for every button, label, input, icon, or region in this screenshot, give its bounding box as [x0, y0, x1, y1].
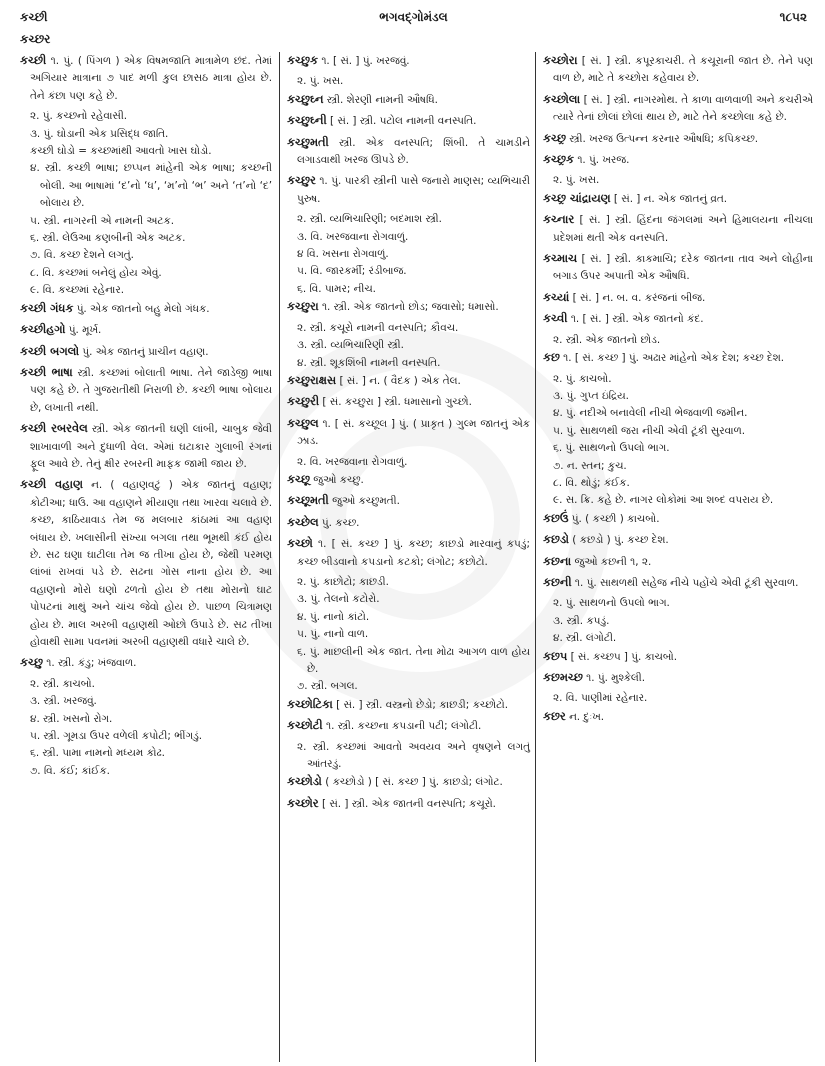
entry-sense: ૪. સ્ત્રી. શૂકશિંબી નામની વનસ્પતિ.	[297, 356, 441, 369]
entry-definition: ન. ( વહાણવટું ) એક જાતનું વહાણ; કોટીઆ; ધાઉ. આ વહાણને મીયાણા તથા ખારવા ચલાવે છે. કચ્છ, કાઠિયાવાડ તેમ જ મલબાર કાંઠામાં આ વહાણ બંધાય છે. ખલાસીની સંખ્યા બગલા તથા ભૂમથી કંઈ હોય છે. સઢ ઘણા ઘાટીલા તેમ જ તીખા હોય છે, જેથી પરમણ લાંબાં રાખવાં પડે છે. સઢના ગોસ નાના હોય છે. આ વહાણનો મોરો ઘણો ઢળતો હોય છે તથા મોરાનો ઘાટ પોપટનાં માથું અને ચાંચ જેવો હોય છે. પાછળ ચિત્રામણ હોય છે. માલ અરબી વહાણથી ઓછો ઉપાડે છે. સઢ તીખા હોવાથી સામા પવનમાં અરબી વહાણથી વધારે ચાલે છે.	[30, 479, 272, 648]
entry-headword: કછના	[543, 553, 572, 568]
entry-definition: ન. દુઃખ.	[569, 710, 605, 723]
entry-sense: ૩. પું. ગુપ્ત ઇંદ્રિય.	[553, 389, 629, 402]
entry-headword: કચ્છુરાક્ષસ	[287, 372, 337, 387]
entry-sense: ૪. પું. નદીએ બનાવેલી નીચી ભેજવાળી જમીન.	[553, 407, 748, 420]
entry-sense: ૬. પું. માછલીની એક જાત. તેના મોઢા આગળ વાળ હોય છે.	[297, 645, 530, 675]
dictionary-entry	[287, 717, 530, 735]
entry-sense: ૫. પું. સાથળથી જરા નીચી એવી ટૂંકી સુરવાળ.	[553, 424, 745, 437]
entry-definition: [ સં. કચ્છુરા ] સ્ત્રી. ધમાસાનો ગુચ્છો.	[322, 396, 472, 409]
dictionary-entry	[287, 773, 530, 791]
entry-sense: ૫. સ્ત્રી. નાગરની એ નામની અટક.	[30, 214, 175, 227]
dictionary-entry	[287, 52, 530, 70]
entry-headword: કચ્છુક	[287, 53, 318, 67]
entry-definition: [ સં. ] ન. એક જાતનું વ્રત.	[613, 192, 728, 205]
entry-sense: ૩. વિ. ખરજવાના રોગવાળું.	[297, 230, 409, 243]
entry-sense: ૭. વિ. કંઈ; કાંઈક.	[30, 764, 110, 777]
column-divider	[279, 52, 280, 1062]
entry-sense: ૩. સ્ત્રી. વ્યભિચારિણી સ્ત્રી.	[297, 339, 404, 352]
entry-headword: કચ્છોટી	[287, 718, 323, 733]
entry-headword: કચ્છોરા	[543, 53, 578, 67]
dictionary-entry	[287, 172, 530, 208]
dictionary-entry	[287, 535, 530, 571]
entry-sense: ૮. વિ. કચ્છમાં બનેલું હોય એવું.	[30, 266, 162, 279]
dictionary-entry	[287, 112, 530, 130]
entry-sense: કચ્છી ઘોડો = કચ્છમાંથી આવતો ખાસ ઘોડો.	[30, 145, 212, 158]
entry-sense: ૭. સ્ત્રી. બગલ.	[297, 680, 358, 693]
column-1	[20, 52, 272, 780]
entry-headword: કચ્છુર	[287, 173, 316, 188]
dictionary-entry	[20, 321, 272, 339]
entry-headword: કચ્છી બગલો	[20, 343, 80, 358]
entry-sense: ૭. ન. સ્તન; કુચ.	[553, 459, 627, 472]
entry-sense: ૩. સ્ત્રી. ખરજવું.	[30, 695, 97, 708]
entry-headword: કચ્છી ગંધક	[20, 300, 74, 315]
entry-definition: ૧. [ સં. કચ્છૂલ ] પું. ( પ્રાકૃત ) ગુલ્મ જાતનું એક ઝાડ.	[297, 417, 530, 448]
entry-sense: ૨. વિ. ખરજવાના રોગવાળું.	[297, 455, 408, 468]
dictionary-entry	[287, 298, 530, 316]
entry-headword: કચ્છુરી	[287, 394, 320, 409]
entry-sense: ૨. પું. સાથળનો ઉપલો ભાગ.	[553, 597, 670, 610]
entry-sense: ૪. પું. નાનો કાંટો.	[297, 610, 370, 623]
entry-sense: ૨. સ્ત્રી. કાચબો.	[30, 677, 95, 690]
dictionary-entry	[543, 151, 813, 169]
entry-headword: કછઉં	[543, 510, 569, 525]
entry-definition: સ્ત્રી. એક વનસ્પતિ; શિંબી. તે ચામડીને લગાડવાથી ખરજ ઊપડે છે.	[297, 136, 530, 167]
entry-headword: કચ્છોડો	[287, 774, 322, 789]
entry-definition: ૧. પું. ( પિંગળ ) એક વિષમજાતિ માત્રામેળ છંદ. તેમાં અગિયાર માત્રાના ૭ પાદ મળી કુલ છાસઠ માત્રા હોય છે. તેને કંછા પણ કહે છે.	[30, 55, 272, 102]
entry-definition: સ્ત્રી. ખરજ ઉત્પન્ન કરનાર ઔષધિ; કપિકચ્છ.	[569, 132, 759, 145]
entry-headword: કચ્છોટિકા	[287, 696, 333, 711]
entry-definition: ૧. [ સં. કચ્છ ] પું. અઢાર માંહેનો એક દેશ; કચ્છ દેશ.	[563, 352, 785, 365]
entry-definition: ૧. સ્ત્રી. એક જાતનો છોડ; જવાસો; ધમાસો.	[321, 301, 499, 314]
dictionary-entry	[543, 648, 813, 666]
entry-headword: કચ્છ્ર ચાંદ્રાયણ	[543, 190, 611, 205]
dictionary-entry	[543, 52, 813, 88]
entry-headword: કચ્છ્રક	[543, 152, 574, 167]
entry-headword: કચ્છુમતી	[287, 134, 329, 149]
entry-definition: પું. એક જાતનું પ્રાચીન વહાણ.	[82, 345, 209, 358]
entry-sense: ૭. વિ. કચ્છ દેશને લગતું.	[30, 249, 134, 262]
entry-definition: [ સં. ] સ્ત્રી. નાગરમોથ. તે કાળા વાળવાળી અને કચરીએ ત્યારે તેનાં છોલાં છોલાં થાય છે, માટે તેને કચ્છોલા કહે છે.	[553, 93, 813, 124]
entry-sense: ૯. વિ. કચ્છમાં રહેનાર.	[30, 284, 125, 297]
entry-sense: ૬. સ્ત્રી. પામા નામનો મધ્યમ કોઢ.	[30, 747, 165, 760]
dictionary-entry	[543, 553, 813, 571]
entry-sense: ૨. સ્ત્રી. વ્યભિચારિણી; બદમાશ સ્ત્રી.	[297, 213, 442, 226]
dictionary-entry	[287, 91, 530, 109]
dictionary-entry	[287, 393, 530, 411]
dictionary-entry	[287, 415, 530, 451]
entry-definition: [ સં. કચ્છપ ] પું. કાચબો.	[570, 650, 678, 663]
dictionary-entry	[287, 134, 530, 170]
page-number: ૧૮૫૨	[779, 10, 807, 24]
guide-word-left-sub: કચ્છર	[20, 32, 51, 46]
entry-headword: કચ્છેલ	[287, 514, 319, 529]
entry-sense: ૨. સ્ત્રી. કચૂરો નામની વનસ્પતિ; કૌવચ.	[297, 321, 459, 334]
dictionary-entry	[543, 130, 813, 148]
dictionary-entry	[20, 343, 272, 361]
entry-definition: ( કચ્છોડો ) [ સં. કચ્છ ] પું. કાછડો; લંગોટ.	[325, 776, 503, 789]
entry-definition: ૧. પું. મુશ્કેલી.	[586, 672, 646, 684]
entry-headword: કચ્છુલ	[287, 415, 319, 430]
entry-sense: ૬. પું. સાથળનો ઉપલો ભાગ.	[553, 442, 670, 455]
dictionary-entry	[287, 372, 530, 390]
entry-sense: ૪. સ્ત્રી. લંગોટી.	[553, 632, 617, 645]
entry-headword: કચ્છ્ર	[543, 130, 566, 145]
entry-headword: કછપ	[543, 648, 568, 663]
entry-sense: ૨. પું. કાછોટો; કાછડી.	[297, 575, 389, 588]
entry-definition: ૧. સ્ત્રી. કચ્છના કપડાની પટી; લંગોટી.	[326, 720, 482, 733]
entry-definition: જુઓ કછની ૧, ૨.	[574, 555, 652, 568]
dictionary-entry	[20, 364, 272, 417]
dictionary-entry	[543, 531, 813, 549]
entry-headword: કછડો	[543, 532, 569, 547]
entry-definition: ૧. પું. સાથળથી સહેજ નીચે પહોંચે એવી ટૂંકી સુરવાળ.	[574, 576, 799, 589]
entry-headword: કચ્છુઘ્ન	[287, 91, 324, 106]
entry-headword: કચ્છોલા	[543, 91, 581, 106]
dictionary-entry	[20, 420, 272, 473]
column-divider	[535, 52, 536, 1062]
entry-sense: ૫. સ્ત્રી. ગૂમડા ઉપર વળેલી કપોટી; ભીંગડું.	[30, 730, 203, 743]
entry-headword: કચ્છી વહાણ	[20, 477, 83, 492]
column-2	[287, 52, 530, 816]
dictionary-entry	[543, 708, 813, 726]
dictionary-entry	[287, 514, 530, 532]
entry-sense: ૨. પું. કચ્છનો રહેવાસી.	[30, 110, 128, 123]
dictionary-entry	[20, 52, 272, 105]
entry-definition: પું. કચ્છ.	[321, 516, 360, 529]
entry-definition: સ્ત્રી. કચ્છમાં બોલાતી ભાષા. તેને જાડેજી ભાષા પણ કહે છે. તે ગુજરાતીથી નિરાળી છે. કચ્છી ભાષા બોલાય છે, લખાતી નથી.	[30, 366, 273, 414]
entry-definition: [ સં. ] સ્ત્રી. એક જાતની વનસ્પતિ; કચૂરો.	[322, 797, 496, 810]
dictionary-entry	[543, 211, 813, 247]
dictionary-entry	[543, 289, 813, 307]
entry-headword: કછની	[543, 574, 572, 589]
entry-headword: કછર	[543, 708, 566, 723]
entry-headword: કચ્નાર	[543, 212, 575, 227]
entry-definition: ૧. [ સં. કચ્છ ] પું. કચ્છ; કાછડો મારવાનું કપડું; કચ્છ બીડવાનો કપડાનો કટકો; લંગોટ; કછોટો.	[297, 538, 530, 568]
entry-headword: કચ્છૂમતી	[287, 493, 329, 508]
entry-headword: કચ્છી	[20, 53, 47, 67]
dictionary-entry	[543, 349, 813, 367]
entry-headword: કછ	[543, 350, 560, 365]
entry-definition: [ સં. ] સ્ત્રી. પટોલ નામની વનસ્પતિ.	[330, 115, 477, 128]
page-header	[20, 10, 807, 32]
dictionary-entry	[543, 190, 813, 208]
guide-word-left: કચ્છી	[20, 10, 48, 24]
entry-headword: કચ્છુઘ્ની	[287, 113, 327, 128]
entry-definition: સ્ત્રી. એક જાતની ઘણી લાંબી, ચાબુક જેવી શાખાવાળી અને દુધાળી વેલ. એમાં ઘટાકાર ગુલાબી રંગનાં ફૂલ આવે છે. તેનું ક્ષીર રબરની માફક જામી જાય છે.	[30, 423, 272, 470]
entry-definition: ૧. પું. ખરજ.	[577, 154, 630, 167]
entry-definition: પું. એક જાતનો બહુ મેલો ગંધક.	[76, 302, 210, 315]
dictionary-entry	[287, 696, 530, 714]
column-3	[543, 52, 813, 729]
entry-sense: ૮. વિ. થોડું; કંઈક.	[553, 476, 630, 489]
entry-headword: કચ્વી	[543, 311, 568, 326]
dictionary-entry	[543, 250, 813, 286]
entry-sense: ૨. સ્ત્રી. કચ્છમાં આવતો અવયવ અને વૃષણને લગતું આંતરડું.	[297, 740, 530, 771]
entry-headword: કચ્યાં	[543, 289, 570, 304]
entry-definition: ૧. [ સં. ] પું. ખરજવું.	[321, 55, 410, 67]
entry-sense: ૪. સ્ત્રી. ખસનો રોગ.	[30, 712, 113, 725]
entry-definition: [ સં. ] સ્ત્રી. કપૂરકાચરી. તે કચૂરાની જાત છે. તેને પણ વાળ છે, માટે તે કચ્છોરા કહેવાય છે.	[553, 55, 813, 85]
entry-definition: ( કછડો ) પું. કચ્છ દેશ.	[572, 534, 669, 547]
entry-headword: કચ્છો	[287, 536, 313, 551]
entry-headword: કચ્માચ	[543, 251, 578, 266]
entry-sense: ૬. સ્ત્રી. લેઉઆ કણબીની એક અટક.	[30, 232, 186, 245]
book-title: ભગવદ્ગોમંડલ	[379, 10, 448, 24]
entry-definition: [ સં. ] સ્ત્રી. હિંદના જંગલમાં અને હિમાલયના નીચલા પ્રદેશમાં થતી એક વનસ્પતિ.	[553, 214, 813, 244]
entry-headword: કચ્છી રબરવેલ	[20, 421, 88, 436]
entry-definition: ૧. [ સં. ] સ્ત્રી. એક જાતનો કંદ.	[570, 313, 704, 326]
dictionary-entry	[543, 574, 813, 592]
entry-sense: ૨. પું. કાચબો.	[553, 372, 612, 385]
entry-definition: પું. મૂર્ખ.	[68, 324, 102, 337]
entry-sense: ૫. પું. નાનો વાળ.	[297, 628, 369, 641]
entry-headword: કચ્છીહગો	[20, 322, 66, 337]
entry-definition: જુઓ કચ્છુમતી.	[332, 495, 400, 508]
entry-sense: ૨. પું. ખસ.	[553, 174, 600, 187]
entry-sense: ૬. વિ. પામર; નીચ.	[297, 282, 376, 295]
entry-definition: સ્ત્રી. શેરણી નામની ઔષધિ.	[326, 93, 438, 106]
entry-headword: કચ્છુરા	[287, 299, 319, 314]
entry-definition: [ સં. ] ન. ( વૈદક ) એક તેલ.	[339, 374, 461, 387]
entry-definition: [ સં. ] ન. બ. વ. કરંજનાં બીજ.	[572, 291, 706, 304]
entry-sense: ૨. વિ. પાણીમાં રહેનાર.	[553, 692, 648, 705]
entry-definition: જુઓ કચ્છુ.	[313, 473, 364, 486]
entry-headword: કચ્છોર	[287, 795, 319, 810]
entry-headword: કચ્છી ભાષા	[20, 364, 73, 379]
dictionary-entry	[20, 476, 272, 651]
entry-headword: કછમચ્છ	[543, 670, 583, 684]
entry-headword: કચ્છૂ	[287, 471, 310, 486]
dictionary-entry	[287, 795, 530, 813]
dictionary-entry	[20, 300, 272, 318]
dictionary-entry	[287, 492, 530, 510]
entry-definition: પું. ( કચ્છી ) કાચબો.	[571, 512, 660, 525]
entry-sense: ૯. સ. ક્રિ. કહે છે. નાગર લોકોમાં આ શબ્દ વપરાય છે.	[553, 494, 774, 507]
entry-definition: [ સં. ] સ્ત્રી. વસ્ત્રનો છેડો; કાછડી; કચ્છોટો.	[336, 698, 509, 711]
entry-headword: કચ્છુ	[20, 655, 43, 670]
entry-definition: [ સં. ] સ્ત્રી. કાકમાચિ; દરેક જાતના તાવ અને લોહીના બગાડ ઉપર અપાતી એક ઔષધિ.	[553, 253, 813, 283]
dictionary-entry	[20, 654, 272, 672]
entry-definition: ૧. પું. પારકી સ્ત્રીની પાસે જનારો માણસ; વ્યભિચારી પુરુષ.	[297, 175, 530, 205]
entry-definition: ૧. સ્ત્રી. કંડુ; ખંજવાળ.	[46, 657, 137, 670]
dictionary-entry	[543, 91, 813, 127]
dictionary-entry	[543, 510, 813, 528]
dictionary-entry	[543, 310, 813, 328]
entry-sense: ૨. સ્ત્રી. એક જાતનો છોડ.	[553, 333, 661, 346]
dictionary-entry	[543, 669, 813, 687]
entry-sense: ૩. પું. ઘોડાની એક પ્રસિદ્ધ જાતિ.	[30, 127, 169, 140]
entry-sense: ૪. સ્ત્રી. કચ્છી ભાષા; છપ્પન માંહેની એક ભાષા; કચ્છની બોલી. આ ભાષામાં ‘દ’નો ‘ધ’, ‘મ’નો ‘ભ’ અને ‘ત’નો ‘દ’ બોલાય છે.	[30, 162, 272, 210]
entry-sense: ૩. સ્ત્રી. કપડું.	[553, 614, 610, 627]
entry-sense: ૩. પું. તેલનો કટોરો.	[297, 593, 380, 606]
entry-sense: ૪ વિ. ખસના રોગવાળું.	[297, 248, 389, 261]
entry-sense: ૨. પું. ખસ.	[297, 75, 344, 88]
entry-sense: ૫. વિ. જારકર્મી; રંડીબાજ.	[297, 265, 407, 278]
dictionary-entry	[287, 471, 530, 489]
